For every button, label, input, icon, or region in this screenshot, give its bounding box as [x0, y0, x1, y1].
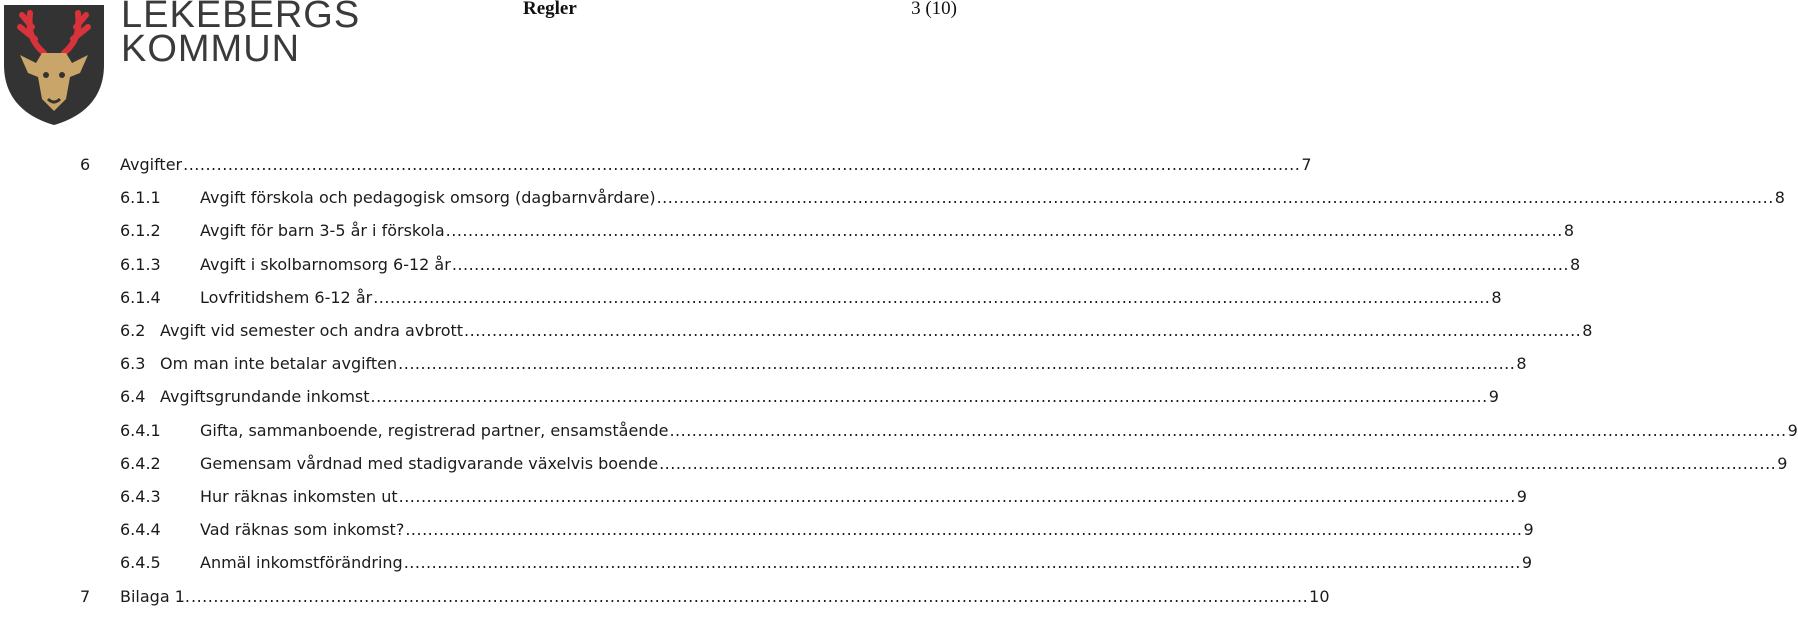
toc-entry-page: 9 [1516, 487, 1527, 506]
toc-entry-label: Om man inte betalar avgiften [160, 354, 398, 374]
toc-dot-leader: ........................................................................................................................................................................................................ [403, 553, 1521, 573]
toc-entry-number: 6.4.3 [120, 487, 161, 506]
page-number: 3 (10) [911, 0, 957, 19]
toc-dot-leader: ........................................................................................................................................................................................................ [183, 155, 1301, 174]
toc-entry-page: 8 [1774, 188, 1785, 208]
toc-entry-label: Avgift i skolbarnomsorg 6-12 år [200, 254, 451, 274]
toc-entry[interactable] [80, 155, 1312, 183]
toc-entry-label: Vad räknas som inkomst? [200, 520, 405, 540]
toc-entry-label: Avgift vid semester och andra avbrott [160, 321, 464, 340]
toc-entry-number: 6.1.2 [120, 221, 161, 241]
toc-entry-label: Lovfritidshem 6-12 år [200, 287, 373, 307]
toc-entry-page: 9 [1523, 520, 1534, 540]
toc-dot-leader: ........................................................................................................................................................................................................ [464, 321, 1582, 340]
toc-entry[interactable] [80, 586, 1330, 615]
toc-dot-leader: ........................................................................................................................................................................................................ [659, 453, 1777, 473]
document-title: Regler [523, 0, 577, 19]
toc-entry-label: Avgiftsgrundande inkomst [160, 387, 370, 407]
organization-name [121, 0, 361, 70]
organization-name-line2: KOMMUN [121, 28, 301, 70]
toc-entry[interactable] [120, 520, 1534, 548]
toc-entry-page: 8 [1582, 321, 1593, 340]
toc-entry-label: Avgifter [120, 155, 183, 174]
page-header [0, 0, 959, 130]
toc-entry[interactable] [120, 420, 1798, 449]
toc-entry[interactable] [120, 321, 1593, 349]
toc-entry-label: Avgift förskola och pedagogisk omsorg (dagbarnvårdare) [200, 188, 656, 208]
toc-dot-leader: ........................................................................................................................................................................................................ [370, 387, 1488, 407]
toc-dot-leader: ........................................................................................................................................................................................................ [451, 254, 1569, 274]
toc-entry-page: 7 [1301, 155, 1312, 174]
toc-dot-leader: ........................................................................................................................................................................................................ [373, 287, 1491, 307]
toc-entry-label: Anmäl inkomstförändring [200, 553, 403, 573]
toc-entry-number: 6.4.5 [120, 553, 161, 573]
toc-entry-label: Gifta, sammanboende, registrerad partner, ensamstående [200, 420, 669, 440]
organization-name-line1: LEKEBERGS [121, 0, 361, 36]
toc-entry-number: 6.4 [120, 387, 146, 407]
toc-dot-leader: ........................................................................................................................................................................................................ [190, 586, 1309, 606]
toc-entry[interactable] [120, 387, 1499, 415]
toc-entry-number: 6.1.3 [120, 254, 161, 274]
toc-entry-number: 6.3 [120, 354, 146, 374]
toc-entry-number: 6.4.4 [120, 520, 161, 540]
toc-entry-label: Gemensam vårdnad med stadigvarande växelvis boende [200, 453, 659, 473]
toc-entry-number: 6.4.1 [120, 420, 161, 440]
toc-entry-number: 6.1.1 [120, 188, 161, 208]
toc-entry-page: 10 [1309, 586, 1330, 606]
toc-entry[interactable] [120, 487, 1527, 515]
toc-entry[interactable] [120, 354, 1527, 382]
toc-entry[interactable] [120, 188, 1785, 216]
toc-entry-page: 8 [1563, 221, 1575, 241]
toc-entry[interactable] [120, 553, 1533, 581]
toc-entry-number: 6 [80, 155, 91, 174]
toc-entry-number: 6.1.4 [120, 287, 161, 307]
toc-entry-page: 8 [1516, 354, 1527, 374]
toc-entry-page: 8 [1491, 287, 1502, 307]
toc-entry-page: 9 [1787, 420, 1798, 440]
toc-entry-page: 9 [1521, 553, 1533, 573]
toc-dot-leader: ........................................................................................................................................................................................................ [405, 520, 1523, 540]
toc-entry-page: 8 [1570, 254, 1581, 274]
toc-entry-label: Avgift för barn 3-5 år i förskola [200, 221, 445, 241]
toc-dot-leader: ........................................................................................................................................................................................................ [398, 354, 1516, 374]
toc-entry-label: Bilaga 1. [120, 586, 190, 606]
toc-entry-page: 9 [1488, 387, 1499, 407]
toc-entry-page: 9 [1777, 453, 1788, 473]
municipality-crest-icon [2, 3, 106, 127]
toc-entry-number: 6.2 [120, 321, 146, 340]
toc-dot-leader: ........................................................................................................................................................................................................ [669, 420, 1787, 440]
toc-entry-number: 7 [80, 586, 91, 606]
toc-dot-leader: ........................................................................................................................................................................................................ [398, 487, 1516, 506]
toc-entry[interactable] [120, 221, 1575, 249]
toc-entry[interactable] [120, 287, 1502, 316]
toc-dot-leader: ........................................................................................................................................................................................................ [656, 188, 1774, 208]
toc-entry[interactable] [120, 453, 1788, 482]
toc-entry-label: Hur räknas inkomsten ut [200, 487, 398, 506]
toc-entry[interactable] [120, 254, 1581, 283]
toc-entry-number: 6.4.2 [120, 453, 161, 473]
toc-dot-leader: ........................................................................................................................................................................................................ [445, 221, 1563, 241]
